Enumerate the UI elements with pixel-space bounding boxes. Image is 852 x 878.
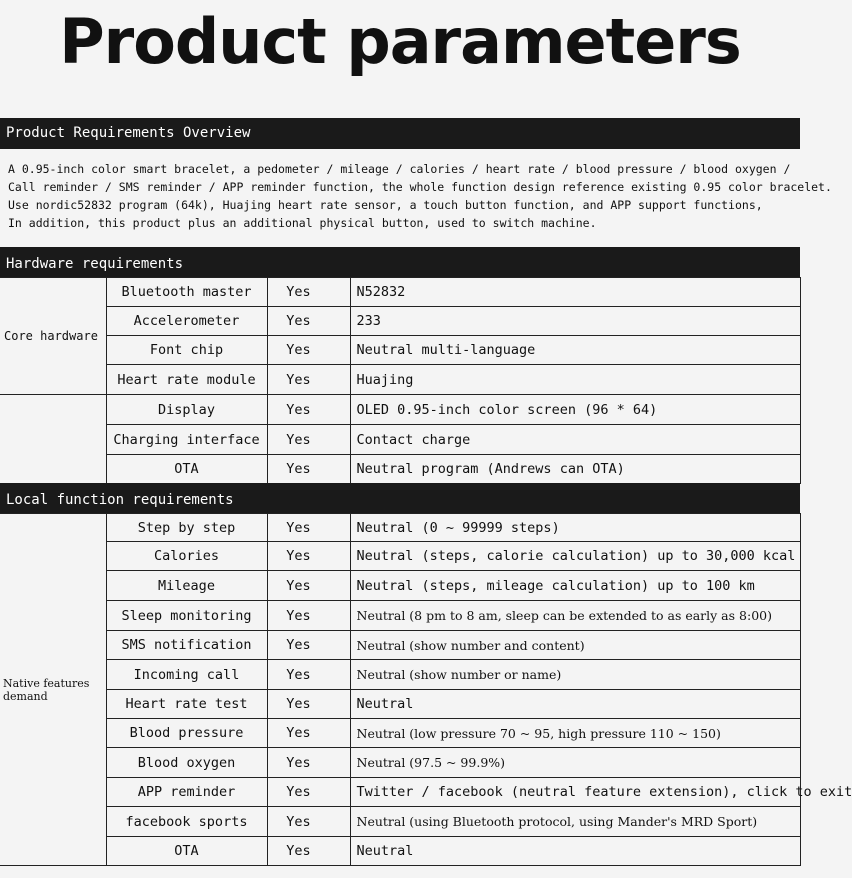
feature-name: OTA: [106, 455, 267, 484]
spec-value: Neutral program (Andrews can OTA): [350, 455, 800, 484]
feature-name: Heart rate test: [106, 690, 267, 719]
spec-value: Neutral (steps, calorie calculation) up to 30,000 kcal: [350, 542, 800, 571]
support-value: Yes: [267, 690, 350, 719]
support-value: Yes: [267, 778, 350, 807]
support-value: Yes: [267, 542, 350, 571]
hardware-section-header: Hardware requirements: [0, 247, 800, 277]
local-function-table: [0, 513, 852, 866]
feature-name: Sleep monitoring: [106, 601, 267, 631]
support-value: Yes: [267, 748, 350, 778]
feature-name: APP reminder: [106, 778, 267, 807]
table-row: [0, 336, 800, 365]
feature-name: Blood oxygen: [106, 748, 267, 778]
feature-name: facebook sports: [106, 807, 267, 837]
table-row: [0, 748, 800, 778]
table-row: [0, 395, 800, 425]
table-row: [0, 601, 800, 631]
support-value: Yes: [267, 365, 350, 395]
support-value: Yes: [267, 278, 350, 307]
local-section-header: Local function requirements: [0, 483, 800, 513]
spec-value: Contact charge: [350, 425, 800, 455]
feature-name: Display: [106, 395, 267, 425]
table-row: [0, 660, 800, 690]
support-value: Yes: [267, 425, 350, 455]
table-row: [0, 690, 800, 719]
spec-value: OLED 0.95-inch color screen (96 * 64): [350, 395, 800, 425]
spec-value: Neutral (8 pm to 8 am, sleep can be extended to as early as 8:00): [350, 601, 800, 631]
support-value: Yes: [267, 514, 350, 542]
spec-value: Neutral: [350, 837, 800, 866]
feature-name: SMS notification: [106, 631, 267, 660]
group-label-core-hardware: Core hardware: [0, 278, 106, 395]
feature-name: Font chip: [106, 336, 267, 365]
table-row: [0, 631, 800, 660]
support-value: Yes: [267, 719, 350, 748]
support-value: Yes: [267, 571, 350, 601]
support-value: Yes: [267, 631, 350, 660]
feature-name: Step by step: [106, 514, 267, 542]
hardware-table: [0, 277, 801, 484]
support-value: Yes: [267, 807, 350, 837]
overview-line: A 0.95-inch color smart bracelet, a pedometer / mileage / calories / heart rate / blood pressure / blood oxygen /: [8, 162, 791, 176]
feature-name: Mileage: [106, 571, 267, 601]
spec-value: Neutral (97.5 ~ 99.9%): [350, 748, 800, 778]
table-row: [0, 542, 800, 571]
overview-text: [0, 150, 832, 245]
spec-value: Neutral (using Bluetooth protocol, using Mander's MRD Sport): [350, 807, 800, 837]
table-row: [0, 837, 800, 866]
spec-value: Neutral (low pressure 70 ~ 95, high pressure 110 ~ 150): [350, 719, 800, 748]
spec-value: Huajing: [350, 365, 800, 395]
group-label-native-features: Native features demand: [0, 514, 106, 866]
spec-value: Neutral (steps, mileage calculation) up to 100 km: [350, 571, 800, 601]
table-row: [0, 365, 800, 395]
spec-value: Neutral multi-language: [350, 336, 800, 365]
support-value: Yes: [267, 455, 350, 484]
feature-name: Charging interface: [106, 425, 267, 455]
feature-name: Bluetooth master: [106, 278, 267, 307]
support-value: Yes: [267, 837, 350, 866]
table-row: [0, 807, 800, 837]
table-row: [0, 778, 800, 807]
overview-section-header: Product Requirements Overview: [0, 118, 800, 149]
spec-value: Neutral (show number or name): [350, 660, 800, 690]
overview-line: Call reminder / SMS reminder / APP reminder function, the whole function design reference existing 0.95 color bracelet.: [8, 180, 832, 194]
support-value: Yes: [267, 307, 350, 336]
feature-name: OTA: [106, 837, 267, 866]
feature-name: Blood pressure: [106, 719, 267, 748]
spec-value: Neutral (0 ~ 99999 steps): [350, 514, 800, 542]
feature-name: Heart rate module: [106, 365, 267, 395]
support-value: Yes: [267, 395, 350, 425]
table-row: [0, 278, 800, 307]
table-row: [0, 455, 800, 484]
table-row: [0, 307, 800, 336]
spec-value: Neutral: [350, 690, 800, 719]
spec-value: Twitter / facebook (neutral feature extension), click to exit: [350, 778, 800, 807]
support-value: Yes: [267, 336, 350, 365]
spec-value: Neutral (show number and content): [350, 631, 800, 660]
page-title: Product parameters: [59, 5, 741, 78]
overview-line: In addition, this product plus an additional physical button, used to switch machine.: [8, 216, 597, 230]
table-row: [0, 425, 800, 455]
group-label-other-hardware: [0, 395, 106, 484]
spec-value: 233: [350, 307, 800, 336]
table-row: [0, 719, 800, 748]
support-value: Yes: [267, 601, 350, 631]
table-row: [0, 571, 800, 601]
support-value: Yes: [267, 660, 350, 690]
feature-name: Accelerometer: [106, 307, 267, 336]
spec-value: N52832: [350, 278, 800, 307]
feature-name: Incoming call: [106, 660, 267, 690]
overview-line: Use nordic52832 program (64k), Huajing heart rate sensor, a touch button function, and APP support functions,: [8, 198, 763, 212]
table-row: [0, 514, 800, 542]
feature-name: Calories: [106, 542, 267, 571]
